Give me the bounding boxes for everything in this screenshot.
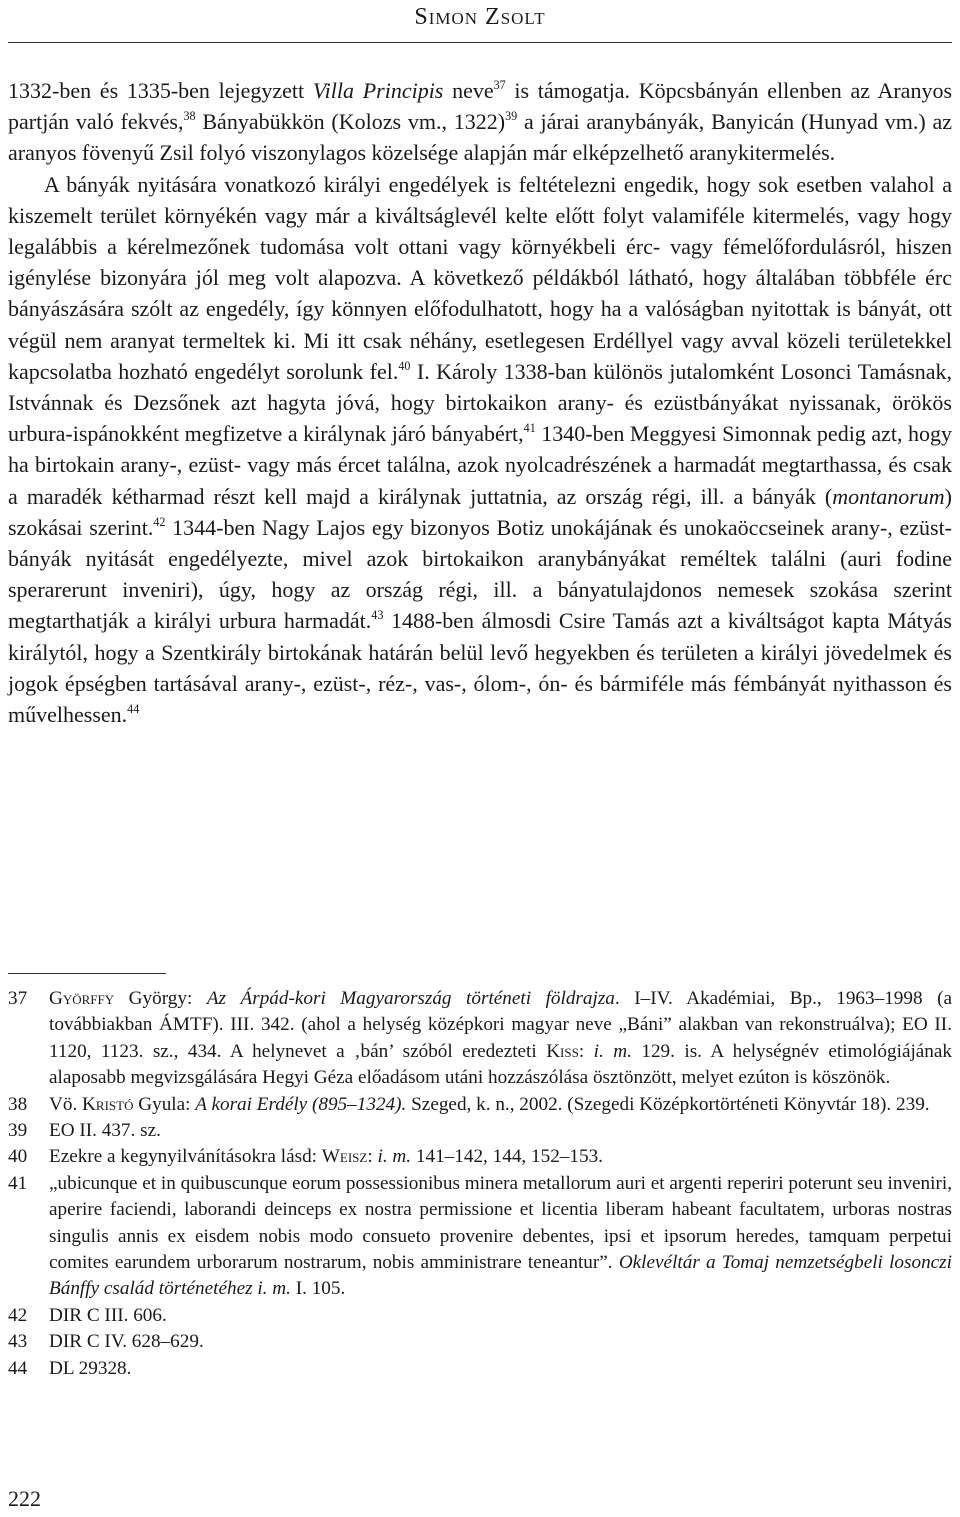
text-run: : [367, 1146, 378, 1168]
text-run: Ezekre a kegynyilvánításokra lásd: [49, 1146, 322, 1168]
italic-run: Az Árpád-kori Magyarország történeti földrajza [206, 988, 615, 1009]
text-run: DIR C III. 606. [49, 1304, 167, 1326]
italic-run: Villa Principis [312, 78, 444, 103]
footnote-rule [8, 973, 166, 974]
text-run: „ubicunque et in quibuscunque eorum possessionibus minera metallorum auri et argenti reperiri poterunt seu inveniri, aperire faciendi, laborandi deinceps ex nostra permissione et licentia liberam habeant facultatem, urboras nostras singulis annis ex eisdem nobis modo consueto provenire debentes, ipsi et ipsorum heredes, tamquam perpetui comites earundem urborarum nostrarum, nobis amministrare teneantur”. [49, 1172, 952, 1274]
text-run: György: [114, 988, 207, 1009]
text-run: 141–142, 144, 152–153. [411, 1146, 603, 1168]
italic-run: i. m. [593, 1040, 632, 1062]
text-run: DIR C IV. 628–629. [49, 1331, 204, 1353]
text-run: 1340-ben Meggyesi Simonnak pedig azt, hogy ha birtokain arany-, ezüst- vagy más ércet találna, azok nyolcadrészének a harmadát megtarthassa, és csak a maradék kétharmad részt kell majd a királynak juttatnia, az ország régi, ill. a bányák ( [8, 421, 952, 509]
footnote-ref-40[interactable]: 40 [398, 358, 411, 373]
footnote-ref-38[interactable]: 38 [183, 109, 196, 124]
footnote-number: 38 [8, 1093, 28, 1115]
body-text [8, 75, 952, 730]
footnote-ref-42[interactable]: 42 [153, 514, 166, 529]
header-rule [8, 42, 952, 43]
footnote-number: 43 [8, 1331, 28, 1353]
author-name: Kristó [82, 1093, 134, 1115]
text-run: 129. is. A helységnév etimológiájának alaposabb megvizsgálására Hegyi Géza előadásom utáni hozzászólása ösztönzött, melyet ezúton is köszönök. [49, 1040, 953, 1089]
text-run: . I–IV. Akadémiai, Bp., 1963–1998 (a továbbiakban ÁMTF). III. 342. (ahol a helység középkori magyar neve „Báni” alakban van rekonstruálva); EO II. 1120, 1123. sz., 434. A helynevet a ‚bán’ szóból eredezteti [49, 988, 952, 1062]
footnote-number: 40 [8, 1146, 28, 1168]
footnote-ref-39[interactable]: 39 [505, 109, 518, 124]
text-run: ) szokásai szerint. [8, 483, 952, 540]
paragraph-2 [8, 169, 952, 731]
footnote-40 [8, 1144, 952, 1170]
footnote-44 [8, 1356, 952, 1382]
italic-run: montanorum [832, 483, 945, 509]
text-run: A bányák nyitására vonatkozó királyi engedélyek is feltételezni engedik, hogy sok esetben valahol a kiszemelt terület környékén vagy már a kiváltságlevél kelte előtt folyt valamiféle kitermelés, vagy hogy legalábbis a kérelmezőnek tudomása volt ottani vagy környékbeli érc- vagy fémelőfordulásról, hiszen igénylése bizonyára jól meg volt alapozva. A következő példákból látható, hogy általában többféle érc bányászására szólt az engedély, így könnyen előfodulhatott, hogy ha a valóságban nyitottak is bányát, ott végül nem aranyat termeltek ki. Mi itt csak néhány, esetlegesen Erdéllyel vagy avval közeli területekkel kapcsolatba hozható engedélyt sorolunk fel. [8, 171, 952, 384]
text-run: I. 105. [290, 1278, 346, 1300]
author-name: Györffy [49, 988, 115, 1009]
footnote-number: 41 [8, 1172, 28, 1194]
text-run: Gyula: [133, 1093, 196, 1115]
text-run: DL 29328. [49, 1357, 132, 1379]
author-name: Kiss [546, 1040, 579, 1062]
footnote-41 [8, 1171, 952, 1303]
text-run: : [578, 1040, 594, 1062]
footnote-ref-43[interactable]: 43 [371, 608, 384, 623]
paragraph-1 [8, 75, 952, 169]
footnotes [8, 986, 952, 1382]
footnote-ref-44[interactable]: 44 [127, 702, 140, 716]
footnote-ref-41[interactable]: 41 [523, 421, 536, 436]
footnote-number: 39 [8, 1120, 28, 1142]
footnote-42 [8, 1303, 952, 1329]
footnote-number: 37 [8, 988, 28, 1009]
text-run: 1344-ben Nagy Lajos egy bizonyos Botiz unokájának és unokaöccseinek arany-, ezüst-bányák nyitását engedélyezte, mivel azok birtokaikon aranybányákat reméltek találni (auri fodine sperarerunt inveniri), úgy, hogy az ország régi, ill. a bányatulajdonos nemesek szokása szerint megtarthatják a királyi urbura harmadát. [8, 514, 953, 634]
footnote-number: 42 [8, 1304, 28, 1326]
text-run: Bányabükkön (Kolozs vm., 1322) [195, 109, 506, 135]
footnote-43 [8, 1329, 952, 1355]
text-run: 1332-ben és 1335-ben lejegyzett [8, 78, 313, 103]
author-name: Weisz [321, 1146, 368, 1168]
italic-run: i. m. [377, 1146, 412, 1168]
text-run: 1488-ben álmosdi Csire Tamás azt a kiváltságot kapta Mátyás királytól, hogy a Szentkirály birtokának határán belül levő hegyekben és területen a királyi jövedelmek és jogok épségben tartásával arany-, ezüst-, réz-, vas-, ólom-, ón- és bármiféle más fémbányát nyithasson és művelhessen. [8, 608, 952, 728]
footnote-ref-37[interactable]: 37 [493, 77, 506, 92]
text-run: neve [443, 78, 494, 103]
text-run: is támogatja. Köpcsbányán ellenben az Aranyos partján való fekvés, [8, 78, 953, 135]
italic-run: A korai Erdély (895–1324). [195, 1093, 407, 1115]
text-run: EO II. 437. sz. [49, 1120, 161, 1142]
footnote-38 [8, 1092, 952, 1118]
running-head: Simon Zsolt [414, 4, 546, 30]
text-run: I. Károly 1338-ban különös jutalomként Losonci Tamásnak, Istvánnak és Dezsőnek azt hagyta jóvá, hogy birtokaikon arany- és ezüstbányákat nyissanak, örökös urbura-ispánokként megfizetve a királynak járó bányabért, [8, 358, 952, 447]
text-run: Szeged, k. n., 2002. (Szegedi Középkortörténeti Könyvtár 18). 239. [406, 1093, 930, 1115]
italic-run: Oklevéltár a Tomaj nemzetségbeli losonczi Bánffy család történetéhez i. m. [49, 1252, 952, 1300]
page-number: 222 [8, 1486, 41, 1511]
footnote-39 [8, 1118, 952, 1144]
text-run: a járai aranybányák, Banyicán (Hunyad vm.) az aranyos fövenyű Zsil folyó viszonylagos közelsége alapján már elképzelhető aranykitermelés. [8, 109, 953, 166]
text-run: Vö. [49, 1093, 83, 1115]
footnote-37 [8, 986, 952, 1092]
footnote-number: 44 [8, 1357, 28, 1379]
